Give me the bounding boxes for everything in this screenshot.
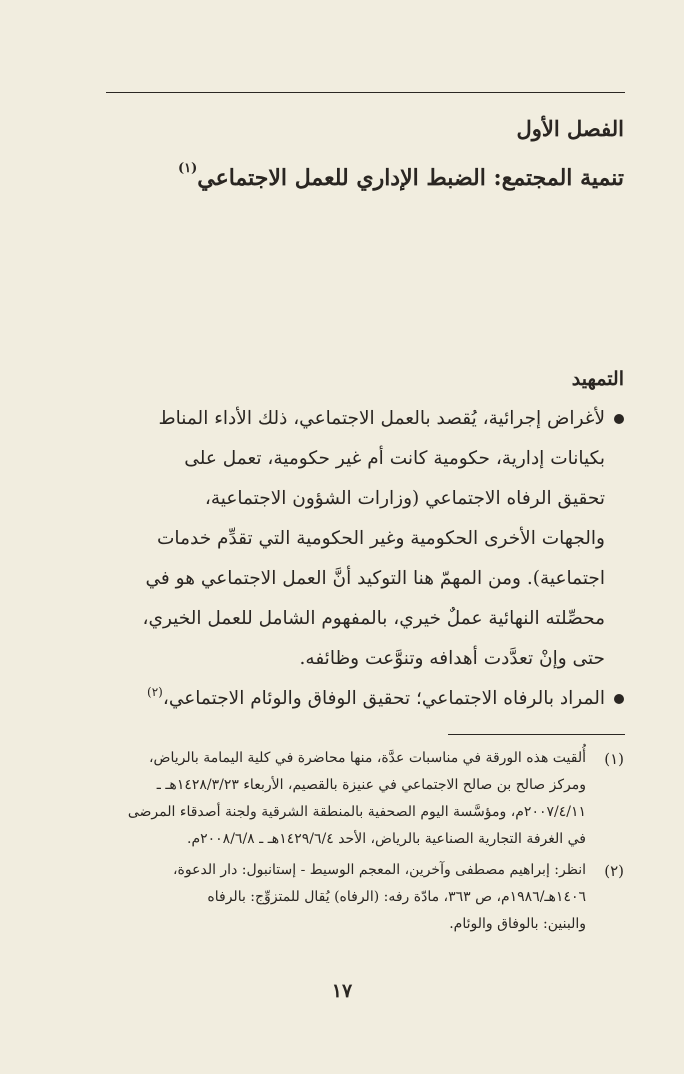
title-footnote-marker: (١) [177,161,198,176]
footnote-1-line-4: في الغرفة التجارية الصناعية بالرياض، الأحد ١٤٢٩/٦/٤هـ ـ ٢٠٠٨/٦/٨م. [187,831,586,847]
section-heading: التمهيد [571,368,624,390]
page-number: ١٧ [331,980,353,1002]
bullet-icon [614,414,624,424]
bullet2-footnote-marker: (٢) [147,685,163,699]
paragraph-text: المراد بالرفاه الاجتماعي؛ تحقيق الوفاق والوئام الاجتماعي، [162,688,605,709]
bullet1-line-7: حتى وإنْ تعدَّدت أهدافه وتنوَّعت وظائفه. [299,648,605,669]
bullet1-line-5: اجتماعية). ومن المهمّ هنا التوكيد أنَّ العمل الاجتماعي هو في [145,568,605,589]
bullet1-line-1 [159,408,624,429]
bullet1-line-3: تحقيق الرفاه الاجتماعي (وزارات الشؤون الاجتماعية، [204,488,605,509]
chapter-heading: الفصل الأول [516,116,624,141]
chapter-title [177,161,624,191]
footnote-2-line-2: ١٤٠٦هـ/١٩٨٦م، ص ٣٦٣، مادّة رفه: (الرفاه) يُقال للمتزوِّج: بالرفاه [207,889,586,905]
footnote-rule [448,734,625,735]
footnote-2-number: (٢) [604,862,624,880]
footnote-1-line-3: ٢٠٠٧/٤/١١م، ومؤسَّسة اليوم الصحفية بالمنطقة الشرقية ولجنة أصدقاء المرضى [127,804,586,820]
bullet1-line-6: محصِّلته النهائية عملٌ خيري، بالمفهوم الشامل للعمل الخيري، [142,608,605,629]
footnote-1-number: (١) [604,750,624,768]
bullet1-line-2: بكيانات إدارية، حكومية كانت أم غير حكومية، تعمل على [184,448,605,469]
footnote-1-line-1: أُلقيت هذه الورقة في مناسبات عدَّة، منها محاضرة في كلية اليمامة بالرياض، [149,750,586,766]
footnote-1-line-2: ومركز صالح بن صالح الاجتماعي في عنيزة بالقصيم، الأربعاء ١٤٢٨/٣/٢٣هـ ـ [156,777,586,793]
footnote-2-line-3: والبنين: بالوفاق والوئام. [449,916,586,932]
footnote-2-line-1: انظر: إبراهيم مصطفى وآخرين، المعجم الوسيط - إستانبول: دار الدعوة، [173,862,586,878]
paragraph-text: لأغراض إجرائية، يُقصد بالعمل الاجتماعي، ذلك الأداء المناط [158,408,605,429]
bullet-icon [614,694,624,704]
header-rule [106,92,625,93]
bullet1-line-4: والجهات الأخرى الحكومية وغير الحكومية التي تقدِّم خدمات [157,528,605,549]
chapter-title-text: تنمية المجتمع: الضبط الإداري للعمل الاجتماعي [197,165,624,191]
bullet2-line [147,685,624,709]
